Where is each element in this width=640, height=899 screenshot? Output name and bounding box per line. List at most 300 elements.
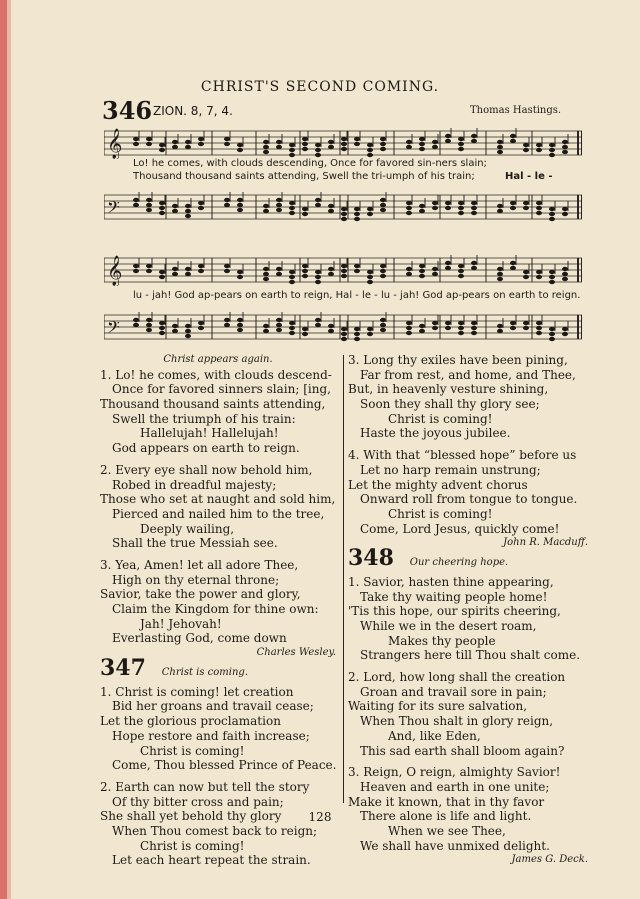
verse-line: Waiting for its sure salvation, bbox=[348, 699, 528, 714]
note-head bbox=[419, 209, 425, 213]
note-head bbox=[237, 275, 243, 279]
music-lyric-line-2: Thousand thousand saints attending, Swell the tri-umph of his train; bbox=[133, 171, 475, 182]
verse-line: She shall yet behold thy glory bbox=[100, 809, 282, 824]
note-head bbox=[497, 267, 503, 271]
note-head bbox=[159, 211, 165, 215]
note-head bbox=[497, 209, 503, 213]
note-head bbox=[185, 272, 191, 276]
note-head bbox=[523, 270, 529, 274]
verse-line: Deeply wailing, bbox=[140, 521, 235, 536]
note-head bbox=[328, 145, 334, 149]
verse-line: Robed in dreadful majesty; bbox=[112, 477, 277, 492]
note-head bbox=[354, 327, 360, 331]
note-head bbox=[549, 153, 555, 157]
verse-line: Strangers here till Thou shalt come. bbox=[360, 648, 581, 663]
note-head bbox=[406, 206, 412, 210]
verse-line: Swell the triumph of his train: bbox=[112, 411, 296, 426]
note-head bbox=[471, 326, 477, 330]
note-head bbox=[263, 209, 269, 213]
note-head bbox=[406, 321, 412, 325]
note-head bbox=[549, 337, 555, 341]
note-head bbox=[224, 323, 230, 327]
note-head bbox=[419, 274, 425, 278]
note-head bbox=[549, 327, 555, 331]
note-head bbox=[146, 264, 152, 268]
hymn-number-347: 347 bbox=[100, 654, 146, 681]
treble-clef-icon: 𝄞 bbox=[107, 256, 123, 286]
note-head bbox=[185, 334, 191, 338]
note-head bbox=[302, 147, 308, 151]
note-head bbox=[497, 324, 503, 328]
note-head bbox=[432, 267, 438, 271]
verse-line: When Thou shalt in glory reign, bbox=[360, 714, 554, 729]
note-head bbox=[302, 137, 308, 141]
verse-line: 2. Earth can now but tell the story bbox=[100, 779, 310, 794]
note-head bbox=[406, 326, 412, 330]
note-head bbox=[185, 324, 191, 328]
note-head bbox=[549, 270, 555, 274]
note-head bbox=[354, 137, 360, 141]
bass-clef-icon: 𝄢 bbox=[107, 197, 120, 221]
verse-line: Savior, take the power and glory, bbox=[100, 587, 301, 602]
note-head bbox=[276, 198, 282, 202]
verse-line: Hallelujah! Hallelujah! bbox=[140, 426, 279, 441]
note-head bbox=[562, 332, 568, 336]
note-head bbox=[237, 328, 243, 332]
note-head bbox=[341, 274, 347, 278]
note-head bbox=[380, 137, 386, 141]
verse-line: 'Tis this hope, our spirits cheering, bbox=[348, 604, 561, 619]
hymn347-title: Christ is coming. bbox=[161, 666, 248, 678]
note-head bbox=[341, 142, 347, 146]
note-head bbox=[276, 272, 282, 276]
note-head bbox=[445, 326, 451, 330]
verse-line: Soon they shall thy glory see; bbox=[360, 397, 540, 412]
note-head bbox=[458, 326, 464, 330]
note-head bbox=[536, 270, 542, 274]
note-head bbox=[237, 208, 243, 212]
note-head bbox=[159, 326, 165, 330]
hymn-number-346: 346 bbox=[102, 96, 153, 125]
note-head bbox=[354, 269, 360, 273]
note-head bbox=[315, 203, 321, 207]
note-head bbox=[445, 201, 451, 205]
note-head bbox=[367, 207, 373, 211]
verse-line: While we in the desert roam, bbox=[360, 619, 537, 633]
note-head bbox=[458, 331, 464, 335]
note-head bbox=[146, 323, 152, 327]
page-number: 128 bbox=[308, 810, 332, 824]
note-head bbox=[224, 198, 230, 202]
composer: Thomas Hastings. bbox=[470, 105, 562, 116]
note-head bbox=[549, 280, 555, 284]
note-head bbox=[471, 211, 477, 215]
verse-line: Pierced and nailed him to the tree, bbox=[112, 506, 325, 521]
note-head bbox=[432, 326, 438, 330]
note-head bbox=[302, 274, 308, 278]
note-head bbox=[315, 318, 321, 322]
note-head bbox=[419, 147, 425, 151]
note-head bbox=[367, 332, 373, 336]
note-head bbox=[276, 328, 282, 332]
note-head bbox=[380, 203, 386, 207]
note-head bbox=[146, 142, 152, 146]
hymn347-verses bbox=[100, 685, 336, 868]
note-head bbox=[224, 203, 230, 207]
note-head bbox=[263, 140, 269, 144]
verse-line: Come, Lord Jesus, quickly come! bbox=[360, 521, 560, 536]
verse-line: 3. Reign, O reign, almighty Savior! bbox=[348, 765, 561, 780]
note-head bbox=[432, 206, 438, 210]
verse-line: 4. With that “blessed hope” before us bbox=[348, 448, 577, 463]
hymn348-author: James G. Deck. bbox=[511, 854, 588, 866]
verse-line: Onward roll from tongue to tongue. bbox=[360, 492, 578, 507]
note-head bbox=[263, 329, 269, 333]
verse-line: 1. Lo! he comes, with clouds descend- bbox=[100, 367, 332, 382]
note-head bbox=[133, 318, 139, 322]
note-head bbox=[185, 209, 191, 213]
music-staff-treble-1 bbox=[104, 128, 582, 159]
verse-line: High on thy eternal throne; bbox=[112, 572, 280, 587]
note-head bbox=[341, 269, 347, 273]
note-head bbox=[445, 134, 451, 138]
verse-line: Groan and travail sore in pain; bbox=[360, 684, 547, 699]
verse-line: 3. Long thy exiles have been pining, bbox=[348, 353, 568, 367]
note-head bbox=[380, 198, 386, 202]
note-head bbox=[445, 206, 451, 210]
note-head bbox=[419, 264, 425, 268]
note-head bbox=[380, 142, 386, 146]
note-head bbox=[380, 274, 386, 278]
note-head bbox=[497, 277, 503, 281]
note-head bbox=[276, 318, 282, 322]
note-head bbox=[341, 212, 347, 216]
verse-line: And, like Eden, bbox=[388, 728, 481, 743]
note-head bbox=[198, 326, 204, 330]
note-head bbox=[471, 261, 477, 265]
note-head bbox=[419, 329, 425, 333]
note-head bbox=[159, 143, 165, 147]
note-head bbox=[315, 198, 321, 202]
column-divider bbox=[343, 355, 344, 803]
note-head bbox=[263, 324, 269, 328]
note-head bbox=[133, 142, 139, 146]
note-head bbox=[276, 323, 282, 327]
note-head bbox=[263, 277, 269, 281]
hymn-number-348: 348 bbox=[348, 544, 394, 571]
note-head bbox=[341, 137, 347, 141]
note-head bbox=[328, 324, 334, 328]
note-head bbox=[328, 209, 334, 213]
note-head bbox=[302, 332, 308, 336]
note-head bbox=[419, 142, 425, 146]
note-head bbox=[354, 217, 360, 221]
note-head bbox=[445, 139, 451, 143]
note-head bbox=[471, 321, 477, 325]
verse-line: 2. Lord, how long shall the creation bbox=[348, 670, 566, 685]
verse-line: Christ is coming! bbox=[388, 411, 493, 426]
note-head bbox=[302, 207, 308, 211]
verse-line: Christ is coming! bbox=[140, 743, 245, 758]
verse-line: 1. Christ is coming! let creation bbox=[100, 684, 294, 699]
note-head bbox=[133, 323, 139, 327]
left-column bbox=[100, 353, 336, 868]
verse-line: Far from rest, and home, and Thee, bbox=[360, 367, 576, 382]
note-head bbox=[224, 142, 230, 146]
note-head bbox=[159, 270, 165, 274]
note-head bbox=[263, 267, 269, 271]
note-head bbox=[289, 211, 295, 215]
note-head bbox=[354, 212, 360, 216]
verse-line: 3. Yea, Amen! let all adore Thee, bbox=[100, 557, 299, 572]
note-head bbox=[380, 328, 386, 332]
note-head bbox=[562, 327, 568, 331]
note-head bbox=[432, 201, 438, 205]
note-head bbox=[497, 204, 503, 208]
note-head bbox=[536, 275, 542, 279]
note-head bbox=[302, 142, 308, 146]
note-head bbox=[289, 143, 295, 147]
note-head bbox=[146, 203, 152, 207]
note-head bbox=[510, 139, 516, 143]
note-head bbox=[237, 270, 243, 274]
note-head bbox=[237, 148, 243, 152]
note-head bbox=[354, 264, 360, 268]
note-head bbox=[497, 150, 503, 154]
music-lyric-line-3: lu - jah! God ap-pears on earth to reign, Hal - le - lu - jah! God ap-pears on earth to reign. bbox=[133, 290, 581, 301]
note-head bbox=[549, 143, 555, 147]
note-head bbox=[536, 321, 542, 325]
note-head bbox=[133, 203, 139, 207]
verse-line: Let each heart repeat the strain. bbox=[112, 853, 311, 868]
note-head bbox=[497, 140, 503, 144]
note-head bbox=[341, 147, 347, 151]
note-head bbox=[341, 217, 347, 221]
verse-line: Let the glorious proclamation bbox=[100, 714, 281, 729]
note-head bbox=[510, 321, 516, 325]
note-head bbox=[263, 204, 269, 208]
note-head bbox=[419, 137, 425, 141]
note-head bbox=[549, 275, 555, 279]
note-head bbox=[159, 321, 165, 325]
note-head bbox=[367, 143, 373, 147]
note-head bbox=[536, 331, 542, 335]
note-head bbox=[185, 140, 191, 144]
note-head bbox=[523, 206, 529, 210]
note-head bbox=[276, 267, 282, 271]
note-head bbox=[172, 272, 178, 276]
note-head bbox=[198, 321, 204, 325]
note-head bbox=[458, 321, 464, 325]
note-head bbox=[536, 148, 542, 152]
note-head bbox=[198, 142, 204, 146]
note-head bbox=[458, 206, 464, 210]
verse-line: Haste the joyous jubilee. bbox=[360, 426, 511, 441]
note-head bbox=[471, 134, 477, 138]
note-head bbox=[172, 204, 178, 208]
note-head bbox=[237, 198, 243, 202]
verse-line: Once for favored sinners slain; [ing, bbox=[112, 382, 331, 397]
note-head bbox=[289, 321, 295, 325]
note-head bbox=[367, 148, 373, 152]
note-head bbox=[354, 337, 360, 341]
verse-line: Everlasting God, come down bbox=[112, 631, 287, 646]
note-head bbox=[315, 275, 321, 279]
note-head bbox=[133, 198, 139, 202]
note-head bbox=[146, 137, 152, 141]
note-head bbox=[523, 326, 529, 330]
note-head bbox=[432, 140, 438, 144]
note-head bbox=[263, 272, 269, 276]
note-head bbox=[133, 137, 139, 141]
note-head bbox=[432, 321, 438, 325]
note-head bbox=[419, 324, 425, 328]
note-head bbox=[341, 264, 347, 268]
note-head bbox=[263, 145, 269, 149]
note-head bbox=[328, 267, 334, 271]
note-head bbox=[367, 275, 373, 279]
note-head bbox=[367, 280, 373, 284]
note-head bbox=[367, 270, 373, 274]
music-staff-bass-2 bbox=[104, 312, 582, 343]
note-head bbox=[523, 275, 529, 279]
page-edge-shade bbox=[7, 0, 11, 899]
note-head bbox=[445, 321, 451, 325]
note-head bbox=[224, 264, 230, 268]
note-head bbox=[406, 201, 412, 205]
note-head bbox=[328, 272, 334, 276]
verse-line: Let the mighty advent chorus bbox=[348, 477, 528, 492]
note-head bbox=[289, 280, 295, 284]
hymn347-heading bbox=[100, 654, 336, 685]
note-head bbox=[133, 269, 139, 273]
note-head bbox=[367, 327, 373, 331]
verse-line: 2. Every eye shall now behold him, bbox=[100, 462, 313, 477]
note-head bbox=[536, 211, 542, 215]
note-head bbox=[146, 208, 152, 212]
verse-line: God appears on earth to reign. bbox=[112, 441, 300, 456]
note-head bbox=[445, 266, 451, 270]
note-head bbox=[185, 214, 191, 218]
verse-line: Makes thy people bbox=[388, 633, 496, 648]
note-head bbox=[198, 137, 204, 141]
note-head bbox=[367, 153, 373, 157]
note-head bbox=[380, 264, 386, 268]
note-head bbox=[172, 329, 178, 333]
note-head bbox=[224, 137, 230, 141]
note-head bbox=[354, 332, 360, 336]
note-head bbox=[198, 264, 204, 268]
music-lyric-line-1: Lo! he comes, with clouds descending, Once for favored sin-ners slain; bbox=[133, 158, 487, 169]
note-head bbox=[328, 204, 334, 208]
note-head bbox=[354, 207, 360, 211]
note-head bbox=[159, 148, 165, 152]
note-head bbox=[289, 153, 295, 157]
note-head bbox=[380, 318, 386, 322]
note-head bbox=[315, 270, 321, 274]
note-head bbox=[510, 206, 516, 210]
note-head bbox=[328, 140, 334, 144]
note-head bbox=[562, 145, 568, 149]
note-head bbox=[367, 212, 373, 216]
note-head bbox=[471, 201, 477, 205]
note-head bbox=[471, 331, 477, 335]
note-head bbox=[341, 337, 347, 341]
right-column bbox=[348, 353, 588, 868]
music-staff-bass-1 bbox=[104, 192, 582, 223]
note-head bbox=[458, 274, 464, 278]
note-head bbox=[510, 326, 516, 330]
note-head bbox=[510, 201, 516, 205]
note-head bbox=[549, 212, 555, 216]
note-head bbox=[406, 145, 412, 149]
note-head bbox=[315, 148, 321, 152]
note-head bbox=[172, 209, 178, 213]
note-head bbox=[510, 134, 516, 138]
music-lyric-line-2-end: Hal - le - bbox=[505, 171, 553, 182]
note-head bbox=[458, 264, 464, 268]
note-head bbox=[406, 331, 412, 335]
note-head bbox=[276, 203, 282, 207]
verse-line: Let no harp remain unstrung; bbox=[360, 462, 541, 477]
verse-line: When Thou comest back to reign; bbox=[112, 823, 318, 838]
note-head bbox=[185, 204, 191, 208]
verse-line: Make it known, that in thy favor bbox=[348, 794, 545, 809]
note-head bbox=[237, 143, 243, 147]
note-head bbox=[237, 203, 243, 207]
verse-line: Bid her groans and travail cease; bbox=[112, 699, 314, 714]
note-head bbox=[185, 329, 191, 333]
note-head bbox=[224, 269, 230, 273]
note-head bbox=[341, 207, 347, 211]
verse-line: This sad earth shall bloom again? bbox=[360, 743, 565, 758]
verse-line: But, in heavenly vesture shining, bbox=[348, 382, 549, 397]
note-head bbox=[185, 267, 191, 271]
verse-line: Claim the Kingdom for thine own: bbox=[112, 602, 319, 616]
music-staff-treble-2 bbox=[104, 255, 582, 286]
note-head bbox=[289, 201, 295, 205]
note-head bbox=[146, 198, 152, 202]
note-head bbox=[172, 324, 178, 328]
note-head bbox=[328, 329, 334, 333]
note-head bbox=[276, 140, 282, 144]
note-head bbox=[562, 272, 568, 276]
note-head bbox=[458, 142, 464, 146]
verse-line: We shall have unmixed delight. bbox=[360, 838, 550, 853]
note-head bbox=[549, 217, 555, 221]
note-head bbox=[302, 269, 308, 273]
hymn346-verses-continued bbox=[348, 353, 588, 536]
verse-line: Christ is coming! bbox=[140, 838, 245, 853]
note-head bbox=[289, 270, 295, 274]
note-head bbox=[289, 148, 295, 152]
note-head bbox=[146, 318, 152, 322]
verse-line: There alone is life and light. bbox=[360, 809, 532, 824]
hymn348-heading bbox=[348, 544, 588, 575]
note-head bbox=[562, 277, 568, 281]
note-head bbox=[471, 206, 477, 210]
note-head bbox=[497, 329, 503, 333]
verse-line: Come, Thou blessed Prince of Peace. bbox=[112, 758, 337, 773]
note-head bbox=[497, 272, 503, 276]
verse-line: Shall the true Messiah see. bbox=[112, 536, 278, 551]
note-head bbox=[523, 321, 529, 325]
note-head bbox=[172, 145, 178, 149]
note-head bbox=[523, 143, 529, 147]
note-head bbox=[172, 140, 178, 144]
note-head bbox=[536, 201, 542, 205]
note-head bbox=[536, 326, 542, 330]
